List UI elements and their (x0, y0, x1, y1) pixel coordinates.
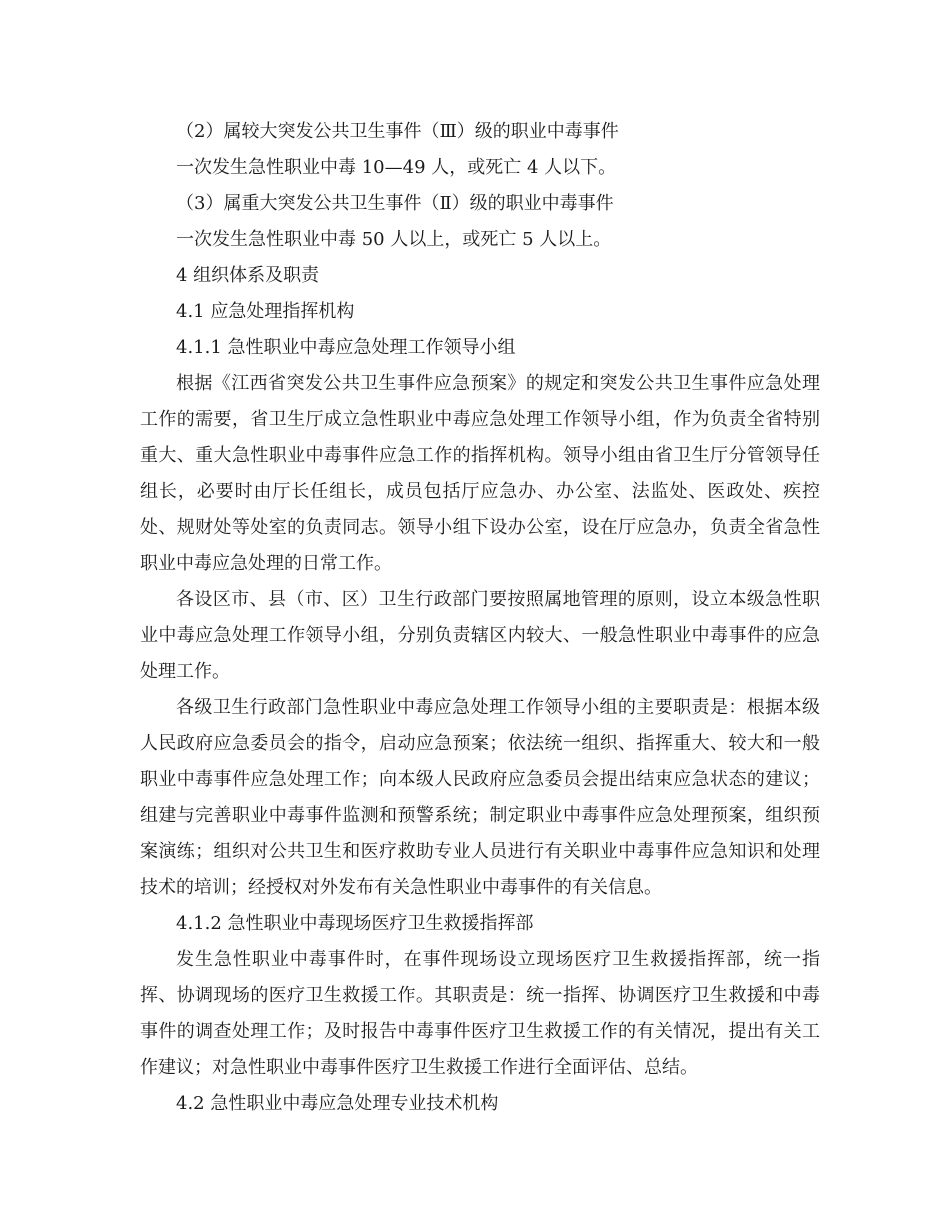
section-heading-4-1: 4.1 应急处理指挥机构 (176, 301, 355, 322)
body-line: 一次发生急性职业中毒 10—49 人，或死亡 4 人以下。 (176, 157, 617, 178)
body-paragraph: 各设区市、县（市、区）卫生行政部门要按照属地管理的原则，设立本级急性职业中毒应急处理工作领导小组，分别负责辖区内较大、一般急性职业中毒事件的应急处理工作。 (140, 589, 820, 682)
body-line: 一次发生急性职业中毒 50 人以上，或死亡 5 人以上。 (176, 229, 612, 250)
body-paragraph: 根据《江西省突发公共卫生事件应急预案》的规定和突发公共卫生事件应急处理工作的需要，省卫生厅成立急性职业中毒应急处理工作领导小组，作为负责全省特别重大、重大急性职业中毒事件应急工作的指挥机构。领导小组由省卫生厅分管领导任组长，必要时由厅长任组长，成员包括厅应急办、办公室、法监处、医政处、疾控处、规财处等处室的负责同志。领导小组下设办公室，设在厅应急办，负责全省急性职业中毒应急处理的日常工作。 (140, 373, 820, 574)
subheading-level-ii: （3）属重大突发公共卫生事件（Ⅱ）级的职业中毒事件 (176, 193, 614, 214)
subheading-level-iii: （2）属较大突发公共卫生事件（Ⅲ）级的职业中毒事件 (176, 121, 619, 142)
body-paragraph: 发生急性职业中毒事件时，在事件现场设立现场医疗卫生救援指挥部，统一指挥、协调现场的医疗卫生救援工作。其职责是：统一指挥、协调医疗卫生救援和中毒事件的调查处理工作；及时报告中毒事件医疗卫生救援工作的有关情况，提出有关工作建议；对急性职业中毒事件医疗卫生救援工作进行全面评估、总结。 (140, 949, 820, 1078)
section-heading-4-2: 4.2 急性职业中毒应急处理专业技术机构 (176, 1093, 499, 1114)
section-heading-4: 4 组织体系及职责 (176, 265, 320, 286)
body-paragraph: 各级卫生行政部门急性职业中毒应急处理工作领导小组的主要职责是：根据本级人民政府应急委员会的指令，启动应急预案；依法统一组织、指挥重大、较大和一般职业中毒事件应急处理工作；向本级人民政府应急委员会提出结束应急状态的建议；组建与完善职业中毒事件监测和预警系统；制定职业中毒事件应急处理预案，组织预案演练；组织对公共卫生和医疗救助专业人员进行有关职业中毒事件应急知识和处理技术的培训；经授权对外发布有关急性职业中毒事件的有关信息。 (140, 697, 820, 898)
section-heading-4-1-1: 4.1.1 急性职业中毒应急处理工作领导小组 (176, 337, 516, 358)
section-heading-4-1-2: 4.1.2 急性职业中毒现场医疗卫生救援指挥部 (176, 913, 534, 934)
document-body (140, 114, 820, 1122)
